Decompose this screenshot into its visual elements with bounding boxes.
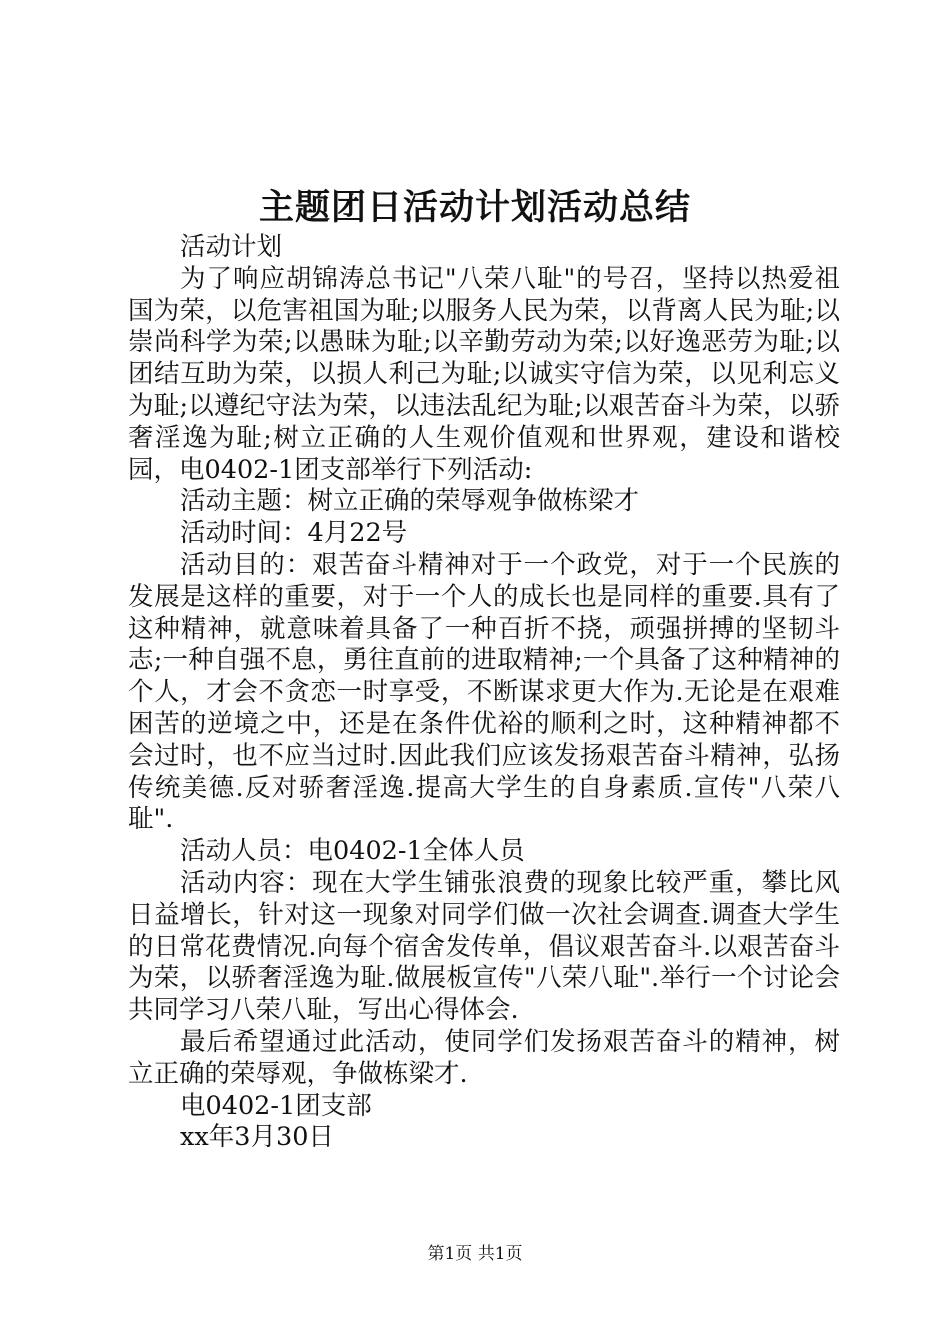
signature-organization: 电0402-1团支部 <box>180 1090 372 1121</box>
activity-purpose: 活动目的：艰苦奋斗精神对于一个政党，对于一个民族的发展是这样的重要，对于一个人的成长也是同样的重要.具有了这种精神，就意味着具备了一种百折不挠，顽强拼搏的坚韧斗志;一种自强不息，勇往直前的进取精神;一个具备了这种精神的个人，才会不贪恋一时享受，不断谋求更大作为.无论是在艰难困苦的逆境之中，还是在条件优裕的顺利之时，这种精神都不会过时，也不应当过时.因此我们应该发扬艰苦奋斗精神，弘扬传统美德.反对骄奢淫逸.提高大学生的自身素质.宣传"八荣八耻". <box>128 549 840 835</box>
activity-theme: 活动主题：树立正确的荣辱观争做栋梁才 <box>180 486 640 517</box>
activity-participants: 活动人员：电0402-1全体人员 <box>180 836 525 867</box>
activity-content: 活动内容：现在大学生铺张浪费的现象比较严重，攀比风日益增长，针对这一现象对同学们做一次社会调查.调查大学生的日常花费情况.向每个宿舍发传单，倡议艰苦奋斗.以艰苦奋斗为荣，以骄奢淫逸为耻.做展板宣传"八荣八耻".举行一个讨论会共同学习八荣八耻，写出心得体会. <box>128 867 840 1026</box>
intro-paragraph: 为了响应胡锦涛总书记"八荣八耻"的号召，坚持以热爱祖国为荣，以危害祖国为耻;以服务人民为荣，以背离人民为耻;以崇尚科学为荣;以愚昧为耻;以辛勤劳动为荣;以好逸恶劳为耻;以团结互助为荣，以损人利己为耻;以诚实守信为荣，以见利忘义为耻;以遵纪守法为荣，以违法乱纪为耻;以艰苦奋斗为荣，以骄奢淫逸为耻;树立正确的人生观价值观和世界观，建设和谐校园，电0402-1团支部举行下列活动: <box>128 263 840 485</box>
page-footer: 第1页 共1页 <box>427 1244 523 1264</box>
activity-time: 活动时间：4月22号 <box>180 518 408 549</box>
document-title: 主题团日活动计划活动总结 <box>258 187 691 228</box>
closing-paragraph: 最后希望通过此活动，使同学们发扬艰苦奋斗的精神，树立正确的荣辱观，争做栋梁才. <box>128 1026 840 1089</box>
signature-date: xx年3月30日 <box>180 1122 334 1153</box>
section-heading-activity-plan: 活动计划 <box>180 232 283 262</box>
document-body <box>128 232 840 1154</box>
